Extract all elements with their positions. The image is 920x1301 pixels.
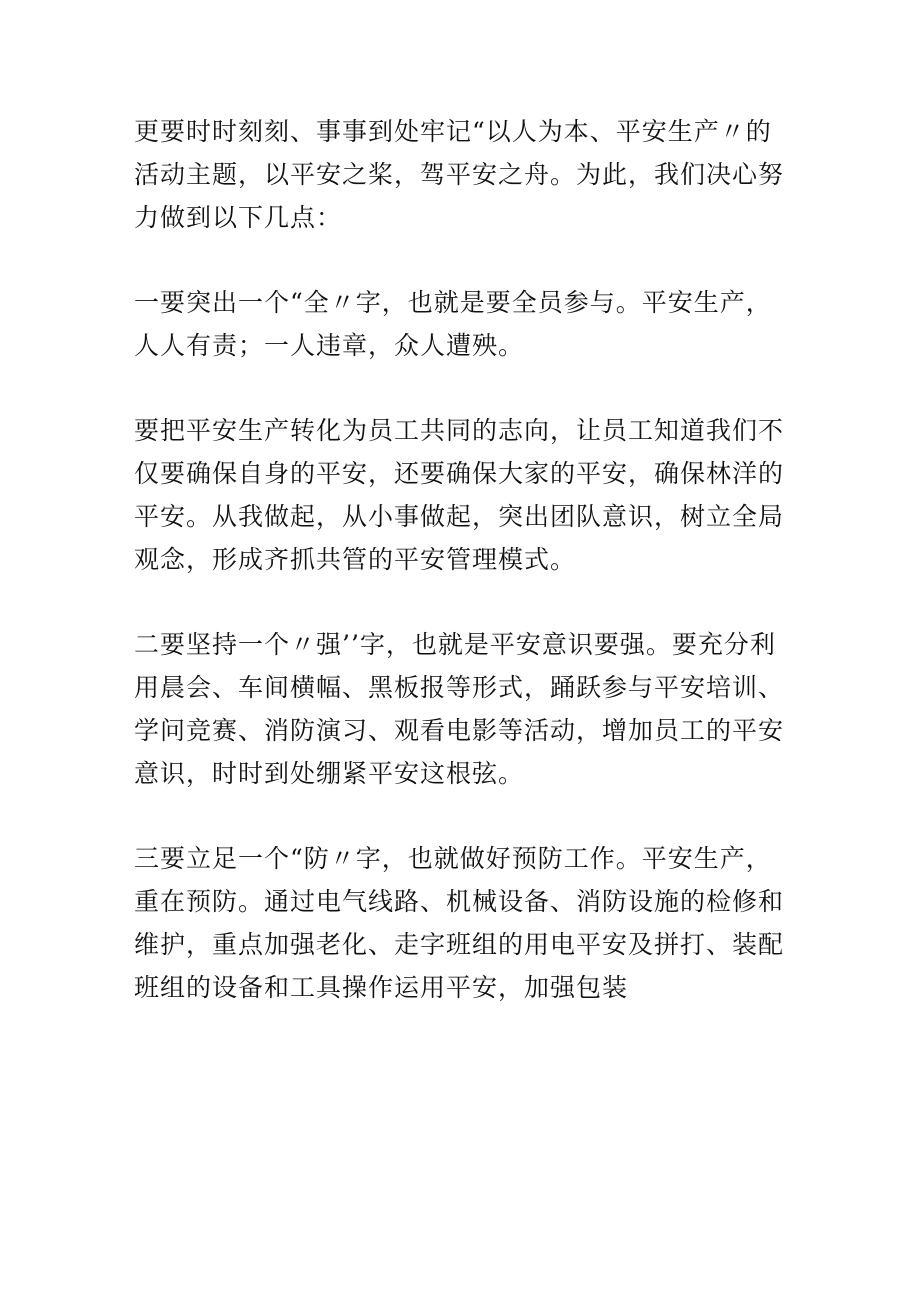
paragraph-team-awareness: 要把平安生产转化为员工共同的志向，让员工知道我们不仅要确保自身的平安，还要确保大家的平安，确保林洋的平安。从我做起，从小事做起，突出团队意识，树立全局观念，形成齐抓共管的平安管理模式。	[134, 416, 785, 574]
document-body	[134, 110, 794, 1051]
paragraph-point-three: 三要立足一个“防〃字，也就做好预防工作。平安生产，重在预防。通过电气线路、机械设备、消防设施的检修和维护，重点加强老化、走字班组的用电平安及拼打、装配班组的设备和工具操作运用平安，加强包装	[134, 844, 785, 1002]
paragraph-point-two: 二要坚持一个〃强’’字，也就是平安意识要强。要充分利用晨会、车间横幅、黑板报等形式，踊跃参与平安培训、学问竞赛、消防演习、观看电影等活动，增加员工的平安意识，时时到处绷紧平安这根弦。	[134, 630, 785, 788]
paragraph-intro: 更要时时刻刻、事事到处牢记“以人为本、平安生产〃的活动主题，以平安之桨，驾平安之舟。为此，我们决心努力做到以下几点：	[134, 117, 785, 232]
paragraph-point-one: 一要突出一个“全〃字，也就是要全员参与。平安生产，人人有责；一人违章，众人遭殃。	[134, 288, 772, 360]
